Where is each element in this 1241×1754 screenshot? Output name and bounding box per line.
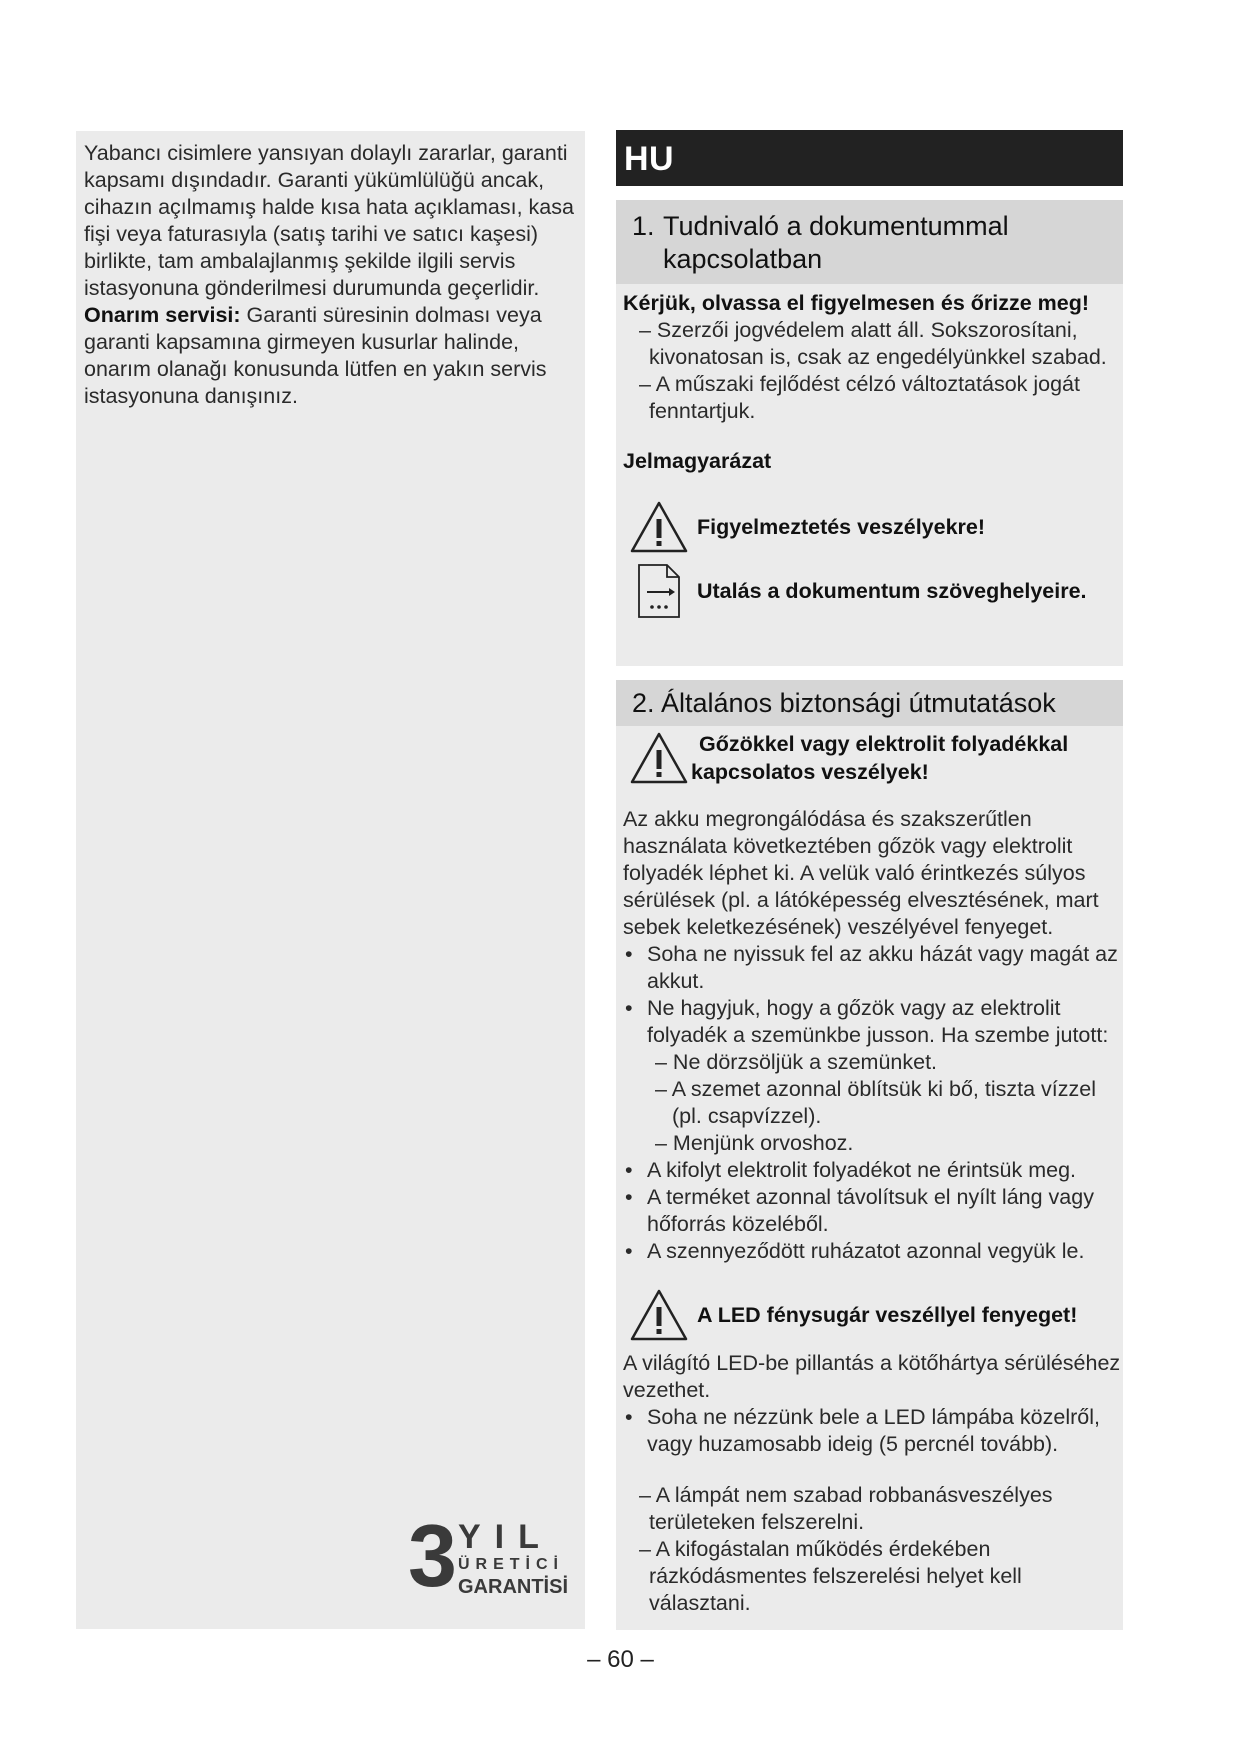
vapor-warning-text [691, 730, 1068, 786]
logo-number: 3 [408, 1506, 457, 1605]
list-item: • Ne hagyjuk, hogy a gőzök vagy az elektrolit folyadék a szemünkbe jusson. Ha szembe jutott: [623, 995, 1123, 1049]
warning-triangle-icon [629, 1288, 689, 1342]
mounting-notes [623, 1482, 1123, 1617]
list-item: • A terméket azonnal távolítsuk el nyílt láng vagy hőforrás közeléből. [623, 1184, 1123, 1238]
page-number: – 60 – [587, 1646, 654, 1673]
left-text [84, 140, 574, 410]
changes-note: – A műszaki fejlődést célzó változtatások jogát fenntartjuk. [639, 372, 1080, 423]
section2-title [616, 680, 1123, 726]
vapor-warning-row [629, 730, 1068, 786]
section1-title-line2: kapcsolatban [663, 244, 823, 274]
explosion-note: – A lámpát nem szabad robbanásveszélyes területeken felszerelni. [639, 1483, 1053, 1534]
sub-list-item: – Ne dörzsöljük a szemünket. [655, 1050, 938, 1074]
logo-garanti: GARANTİSİ [458, 1576, 568, 1598]
document-reference-icon [629, 563, 689, 619]
logo-yil: YIL [458, 1518, 553, 1556]
akku-paragraph: Az akku megrongálódása és szakszerűtlen használata következtében gőzök vagy elektrolit folyadék léphet ki. A velük való érintkezés súlyos sérülések (pl. a látóképesség elvesztésének, mart sebek keletkezésének) veszélyével fenyeget. [623, 807, 1099, 939]
legend-warning-label: Figyelmeztetés veszélyekre! [697, 515, 986, 539]
list-item: • Soha ne nyissuk fel az akku házát vagy magát az akkut. [623, 941, 1123, 995]
sub-list-item: – Menjünk orvoshoz. [655, 1131, 854, 1155]
section2-number: 2. [632, 688, 655, 718]
section1-title [616, 200, 1123, 284]
section1-title-line1: Tudnivaló a dokumentummal [663, 211, 1009, 241]
list-item: • Soha ne nézzünk bele a LED lámpába közelről, vagy huzamosabb ideig (5 percnél tovább). [623, 1404, 1123, 1458]
led-paragraph: A világító LED-be pillantás a kötőhártya sérüléséhez vezethet. [623, 1351, 1121, 1402]
sub-list-item: – A szemet azonnal öblítsük ki bő, tiszta vízzel (pl. csapvízzel). [655, 1077, 1096, 1128]
led-warning-label: A LED fénysugár veszéllyel fenyeget! [697, 1303, 1078, 1327]
section2-title-text: Általános biztonsági útmutatások [661, 688, 1056, 718]
logo-uretici: ÜRETİCİ [458, 1556, 564, 1573]
vibration-note: – A kifogástalan működés érdekében rázkódásmentes felszerelési helyet kell választani. [639, 1537, 1022, 1615]
repair-label: Onarım servisi: [84, 303, 241, 327]
legend-reference-label: Utalás a dokumentum szöveghelyeire. [697, 579, 1087, 603]
list-item: • A szennyeződött ruházatot azonnal vegyük le. [623, 1238, 1123, 1265]
vapor-warning-line2: kapcsolatos veszélyek! [691, 760, 929, 784]
vapor-section-body [623, 806, 1123, 1265]
repair-text: Garanti süresinin dolması veya garanti kapsamına girmeyen kusurlar halinde, onarım olanağı konusunda lütfen en yakın servis istasyonuna danışınız. [84, 303, 547, 408]
warning-triangle-icon [629, 731, 689, 785]
copyright-note: – Szerzői jogvédelem alatt áll. Sokszorosítani, kivonatosan is, csak az engedélyünkkel szabad. [639, 318, 1107, 369]
list-item: • A kifolyt elektrolit folyadékot ne érintsük meg. [623, 1157, 1123, 1184]
warranty-logo [408, 1506, 568, 1605]
section1-number: 1. [632, 211, 655, 241]
language-header [616, 130, 1123, 186]
led-section-body [623, 1350, 1123, 1458]
read-note: Kérjük, olvassa el figyelmesen és őrizze meg! [623, 291, 1090, 315]
warranty-paragraph: Yabancı cisimlere yansıyan dolaylı zararlar, garanti kapsamı dışındadır. Garanti yükümlülüğü ancak, cihazın açılmamış halde kısa hata açıklaması, kasa fişi veya faturasıyla (satış tarihi ve satıcı kaşesi) birlikte, tam ambalajlanmış şekilde ilgili servis istasyonuna gönderilmesi durumunda geçerlidir. [84, 141, 574, 300]
section1-intro [623, 290, 1123, 425]
legend-title: Jelmagyarázat [623, 449, 772, 473]
vapor-warning-line1: Gőzökkel vagy elektrolit folyadékkal [699, 732, 1069, 756]
led-warning-row [629, 1288, 1077, 1342]
legend-reference-row [629, 563, 1087, 619]
warning-triangle-icon [629, 500, 689, 554]
legend-warning-row [629, 500, 985, 554]
repair-paragraph [84, 302, 574, 410]
language-code: HU [624, 140, 675, 178]
